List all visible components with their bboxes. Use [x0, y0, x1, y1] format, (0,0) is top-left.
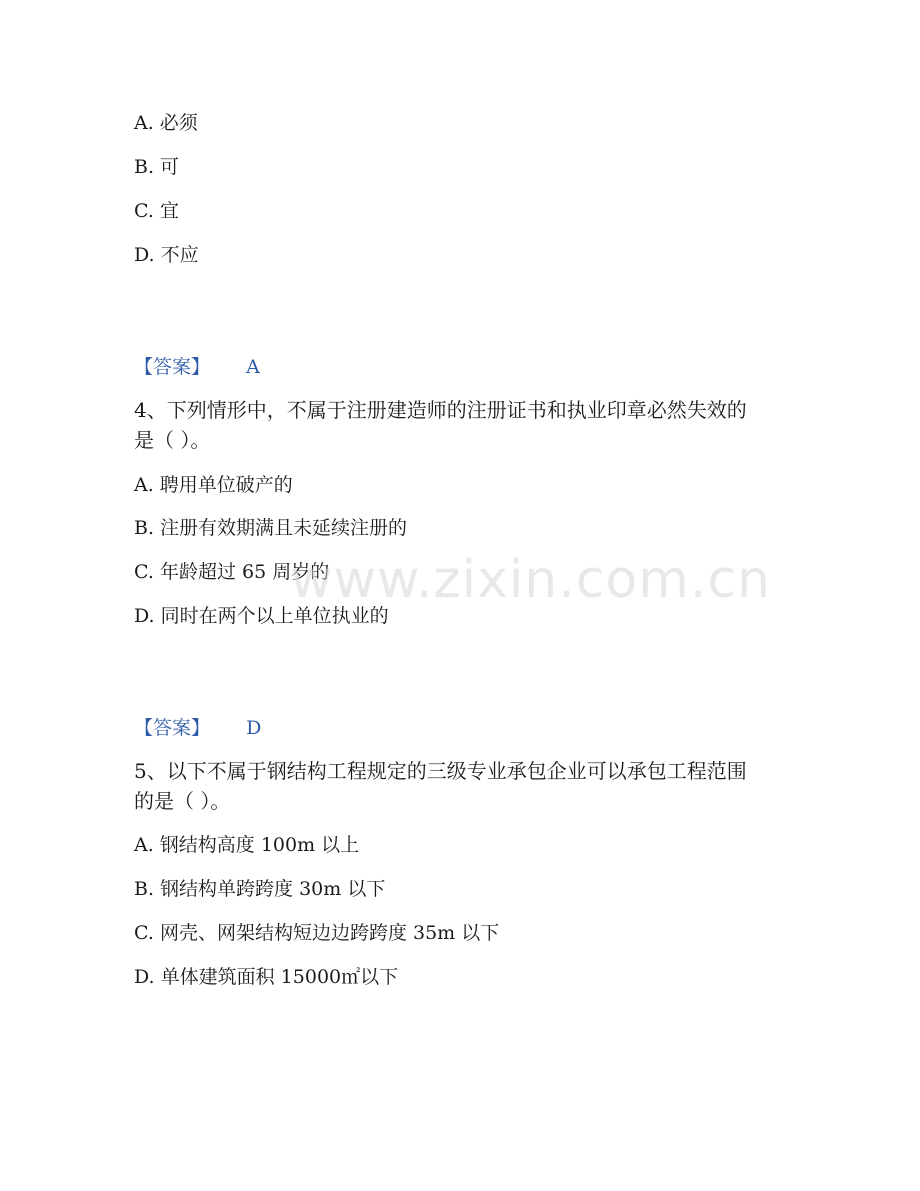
- q5-option-d: D. 单体建筑面积 15000㎡以下: [134, 966, 399, 988]
- answer-value: D: [246, 717, 262, 739]
- q4-option-b: B. 注册有效期满且未延续注册的: [134, 517, 408, 539]
- q3-answer: [134, 355, 260, 379]
- q5-option-b: B. 钢结构单跨跨度 30m 以下: [134, 878, 386, 900]
- q5-text-line2: 的是（ ）。: [134, 789, 231, 813]
- answer-label: 【答案】: [134, 356, 211, 378]
- watermark: www.zixin.com.cn: [290, 550, 771, 610]
- q5-text-line1: 5、以下不属于钢结构工程规定的三级专业承包企业可以承包工程范围: [134, 759, 747, 783]
- q4-option-a: A. 聘用单位破产的: [134, 474, 293, 496]
- q4-option-d: D. 同时在两个以上单位执业的: [134, 605, 389, 627]
- q4-text-line1: 4、下列情形中，不属于注册建造师的注册证书和执业印章必然失效的: [134, 398, 747, 422]
- answer-label: 【答案】: [134, 717, 211, 739]
- q3-option-d: D. 不应: [134, 244, 199, 266]
- answer-value: A: [246, 356, 260, 378]
- q5-option-a: A. 钢结构高度 100m 以上: [134, 834, 360, 856]
- q4-answer: [134, 716, 261, 740]
- q3-option-c: C. 宜: [134, 200, 179, 222]
- q5-option-c: C. 网壳、网架结构短边边跨跨度 35m 以下: [134, 922, 500, 944]
- q3-option-a: A. 必须: [134, 112, 198, 134]
- q4-text-line2: 是（ ）。: [134, 428, 211, 452]
- q4-option-c: C. 年龄超过 65 周岁的: [134, 561, 330, 583]
- q3-option-b: B. 可: [134, 156, 180, 178]
